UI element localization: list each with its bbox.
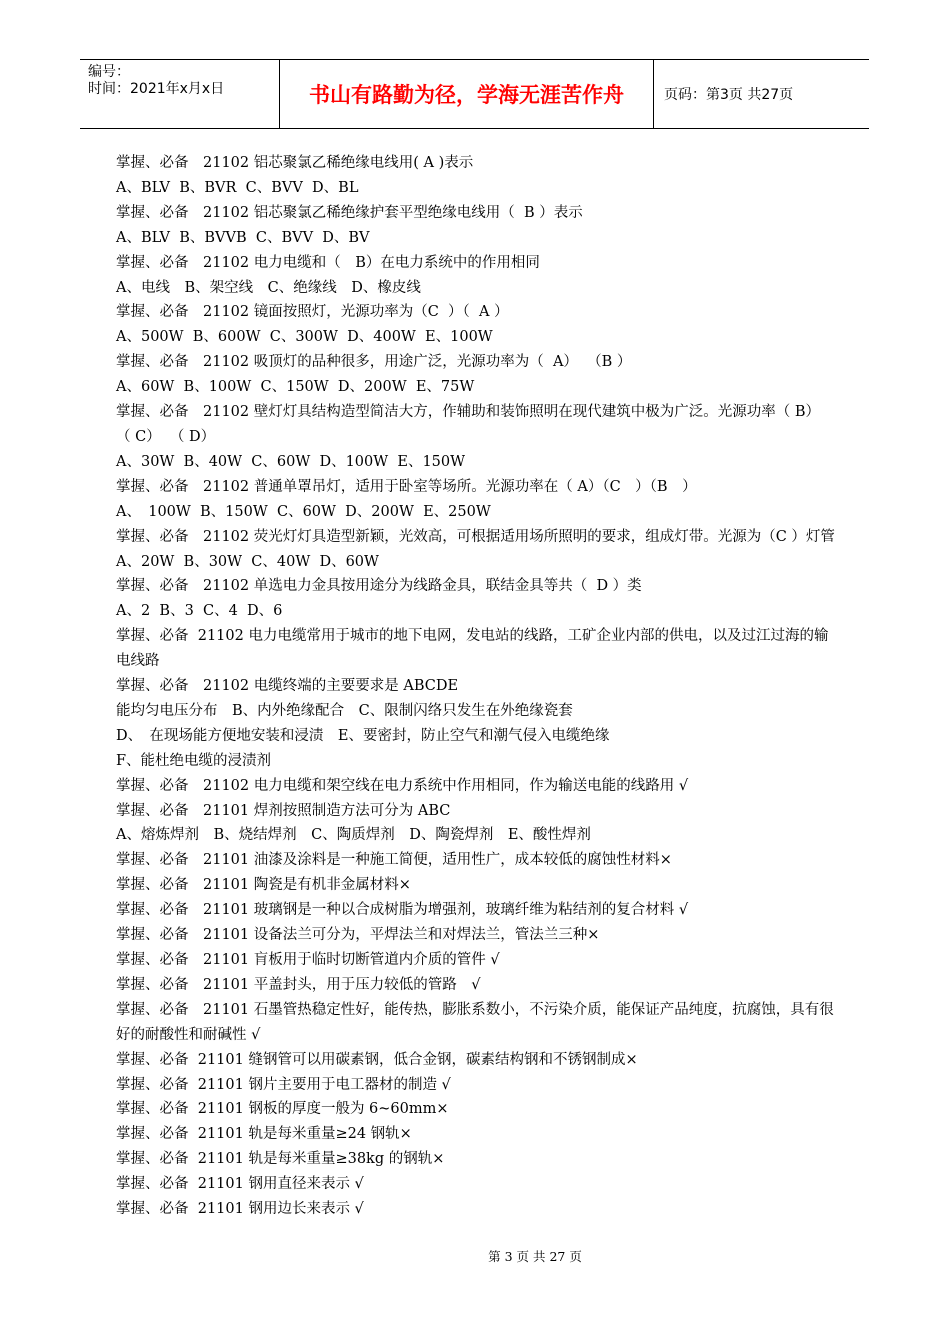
text-line: 掌握、必备 21102 电缆终端的主要要求是 ABCDE — [116, 678, 459, 695]
text-line: 掌握、必备 21101 钢用边长来表示 √ — [116, 1201, 364, 1218]
header-motto: 书山有路勤为径，学海无涯苦作舟 — [280, 60, 654, 128]
text-line: 掌握、必备 21102 电力电缆和（ B）在电力系统中的作用相同 — [116, 254, 540, 271]
text-line: 能均匀电压分布 B、内外绝缘配合 C、限制闪络只发生在外绝缘瓷套 — [116, 702, 573, 719]
text-line: 掌握、必备 21101 钢用直径来表示 √ — [116, 1176, 364, 1193]
text-line: A、BLV B、BVVB C、BVV D、BV — [116, 229, 370, 246]
text-line: 掌握、必备 21101 陶瓷是有机非金属材料× — [116, 877, 411, 894]
text-line: F、能杜绝电缆的浸渍剂 — [116, 752, 272, 769]
text-line: 掌握、必备 21101 钢片主要用于电工器材的制造 √ — [116, 1076, 451, 1093]
text-line: 掌握、必备 21101 焊剂按照制造方法可分为 ABC — [116, 802, 451, 819]
text-line: 掌握、必备 21102 铝芯聚氯乙稀绝缘护套平型绝缘电线用（ B ）表示 — [116, 204, 583, 221]
text-line: 掌握、必备 21101 轨是每米重量≥38kg 的钢轨× — [116, 1151, 445, 1168]
text-line: 掌握、必备 21101 设备法兰可分为，平焊法兰和对焊法兰，管法兰三种× — [116, 927, 600, 944]
text-line: A、20W B、30W C、40W D、60W — [116, 553, 379, 570]
document-number-label: 编号： — [88, 64, 130, 80]
text-line: A、熔炼焊剂 B、烧结焊剂 C、陶质焊剂 D、陶瓷焊剂 E、酸性焊剂 — [116, 827, 591, 844]
text-line: 掌握、必备 21102 铝芯聚氯乙稀绝缘电线用( A )表示 — [116, 155, 474, 171]
text-line: D、 在现场能方便地安装和浸渍 E、要密封，防止空气和潮气侵入电缆绝缘 — [116, 727, 610, 744]
text-line: A、60W B、100W C、150W D、200W E、75W — [116, 379, 475, 396]
header-meta — [80, 60, 280, 128]
text-line: 掌握、必备 21101 轨是每米重量≥24 钢轨× — [116, 1126, 412, 1143]
text-line: A、BLV B、BVR C、BVV D、BL — [116, 179, 359, 196]
document-time-label: 时间：2021年x月x日 — [88, 81, 225, 97]
text-line: A、2 B、3 C、4 D、6 — [116, 603, 283, 620]
text-line: 掌握、必备 21101 平盖封头，用于压力较低的管路 √ — [116, 976, 481, 993]
text-line: 掌握、必备 21101 缝钢管可以用碳素钢，低合金钢，碳素结构钢和不锈钢制成× — [116, 1051, 638, 1068]
text-line: 掌握、必备 21101 石墨管热稳定性好，能传热，膨胀系数小，不污染介质，能保证产品纯度，抗腐蚀，具有很好的耐酸性和耐碱性 √ — [116, 1001, 834, 1043]
text-line: A、500W B、600W C、300W D、400W E、100W — [116, 329, 493, 346]
text-line: 掌握、必备 21101 钢板的厚度一般为 6~60mm× — [116, 1101, 449, 1118]
text-line: 掌握、必备 21101 肓板用于临时切断管道内介质的管件 √ — [116, 952, 500, 968]
text-line: A、30W B、40W C、60W D、100W E、150W — [116, 453, 466, 470]
text-line: 掌握、必备 21101 油漆及涂料是一种施工简便，适用性广，成本较低的腐蚀性材料× — [116, 852, 672, 869]
text-line: 掌握、必备 21102 普通单罩吊灯，适用于卧室等场所。光源功率在（ A）（C ）（B ） — [116, 478, 697, 495]
text-line: A、电线 B、架空线 C、绝缘线 D、橡皮线 — [116, 279, 421, 296]
document-body — [116, 151, 838, 1222]
text-line: 掌握、必备 21102 吸顶灯的品种很多，用途广泛，光源功率为（ A） （B ） — [116, 354, 632, 371]
text-line: A、 100W B、150W C、60W D、200W E、250W — [116, 503, 491, 520]
text-line: 掌握、必备 21102 镜面按照灯，光源功率为（C ）（ A ） — [116, 304, 509, 321]
text-line: 掌握、必备 21102 电力电缆和架空线在电力系统中作用相同，作为输送电能的线路用 √ — [116, 777, 689, 794]
text-line: 掌握、必备 21102 壁灯灯具结构造型简洁大方，作辅助和装饰照明在现代建筑中极为广泛。光源功率（ B） （ C） （ D） — [116, 404, 830, 445]
page-header — [80, 59, 869, 129]
text-line: 掌握、必备 21102 单选电力金具按用途分为线路金具，联结金具等共（ D ）类 — [116, 578, 642, 595]
header-page-info: 页码：第3页 共27页 — [664, 87, 794, 103]
text-line: 掌握、必备 21101 玻璃钢是一种以合成树脂为增强剂，玻璃纤维为粘结剂的复合材料 √ — [116, 902, 689, 919]
text-line: 掌握、必备 21102 荧光灯灯具造型新颖，光效高，可根据适用场所照明的要求，组成灯带。光源为（C ）灯管 — [116, 528, 835, 545]
text-line: 掌握、必备 21102 电力电缆常用于城市的地下电网，发电站的线路，工矿企业内部的供电，以及过江过海的输电线路 — [116, 628, 829, 670]
page-footer: 第 3 页 共 27 页 — [488, 1249, 582, 1264]
